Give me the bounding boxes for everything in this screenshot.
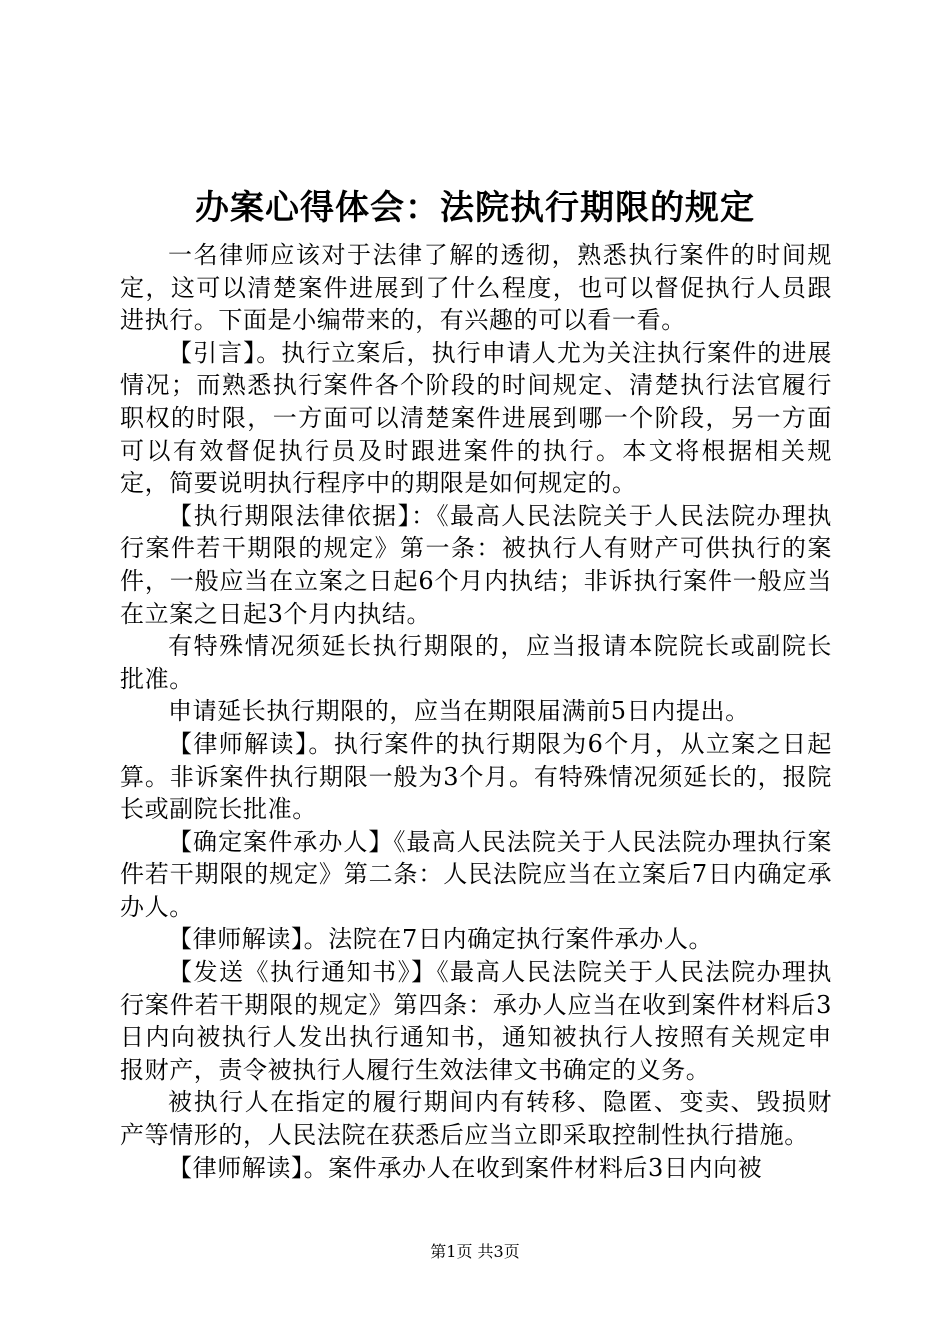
page-number-footer: 第1页 共3页 [430, 1242, 520, 1261]
paragraph-assign-handler: 【确定案件承办人】《最高人民法院关于人民法院办理执行案件若干期限的规定》第二条：人民法院应当在立案后7日内确定承办人。 [120, 827, 832, 921]
paragraph-extension-approval: 有特殊情况须延长执行期限的，应当报请本院院长或副院长批准。 [120, 632, 832, 693]
paragraph-lawyer-reading-2: 【律师解读】。法院在7日内确定执行案件承办人。 [168, 925, 714, 954]
document-title: 办案心得体会：法院执行期限的规定 [195, 188, 755, 228]
paragraph-lawyer-reading-1: 【律师解读】。执行案件的执行期限为6个月，从立案之日起算。非诉案件执行期限一般为3个月。有特殊情况须延长的，报院长或副院长批准。 [120, 729, 832, 824]
paragraph-preface: 【引言】。执行立案后，执行申请人尤为关注执行案件的进展情况；而熟悉执行案件各个阶段的时间规定、清楚执行法官履行职权的时限，一方面可以清楚案件进展到哪一个阶段，另一方面可以有效督促执行员及时跟进案件的执行。本文将根据相关规定，简要说明执行程序中的期限是如何规定的。 [120, 338, 832, 498]
paragraph-execution-notice: 【发送《执行通知书》】《最高人民法院关于人民法院办理执行案件若干期限的规定》第四条：承办人应当在收到案件材料后3日内向被执行人发出执行通知书，通知被执行人按照有关规定申报财产，责令被执行人履行生效法律文书确定的义务。 [120, 958, 832, 1084]
paragraph-control-measures: 被执行人在指定的履行期间内有转移、隐匿、变卖、毁损财产等情形的，人民法院在获悉后应当立即采取控制性执行措施。 [120, 1088, 832, 1150]
paragraph-lawyer-reading-3: 【律师解读】。案件承办人在收到案件材料后3日内向被 [168, 1153, 763, 1182]
paragraph-extension-request: 申请延长执行期限的，应当在期限届满前5日内提出。 [168, 697, 750, 726]
document-body [120, 239, 832, 1184]
paragraph-intro: 一名律师应该对于法律了解的透彻，熟悉执行案件的时间规定，这可以清楚案件进展到了什么程度，也可以督促执行人员跟进执行。下面是小编带来的，有兴趣的可以看一看。 [120, 241, 832, 335]
paragraph-legal-basis: 【执行期限法律依据】：《最高人民法院关于人民法院办理执行案件若干期限的规定》第一条：被执行人有财产可供执行的案件，一般应当在立案之日起6个月内执结；非诉执行案件一般应当在立案之日起3个月内执结。 [120, 501, 832, 628]
